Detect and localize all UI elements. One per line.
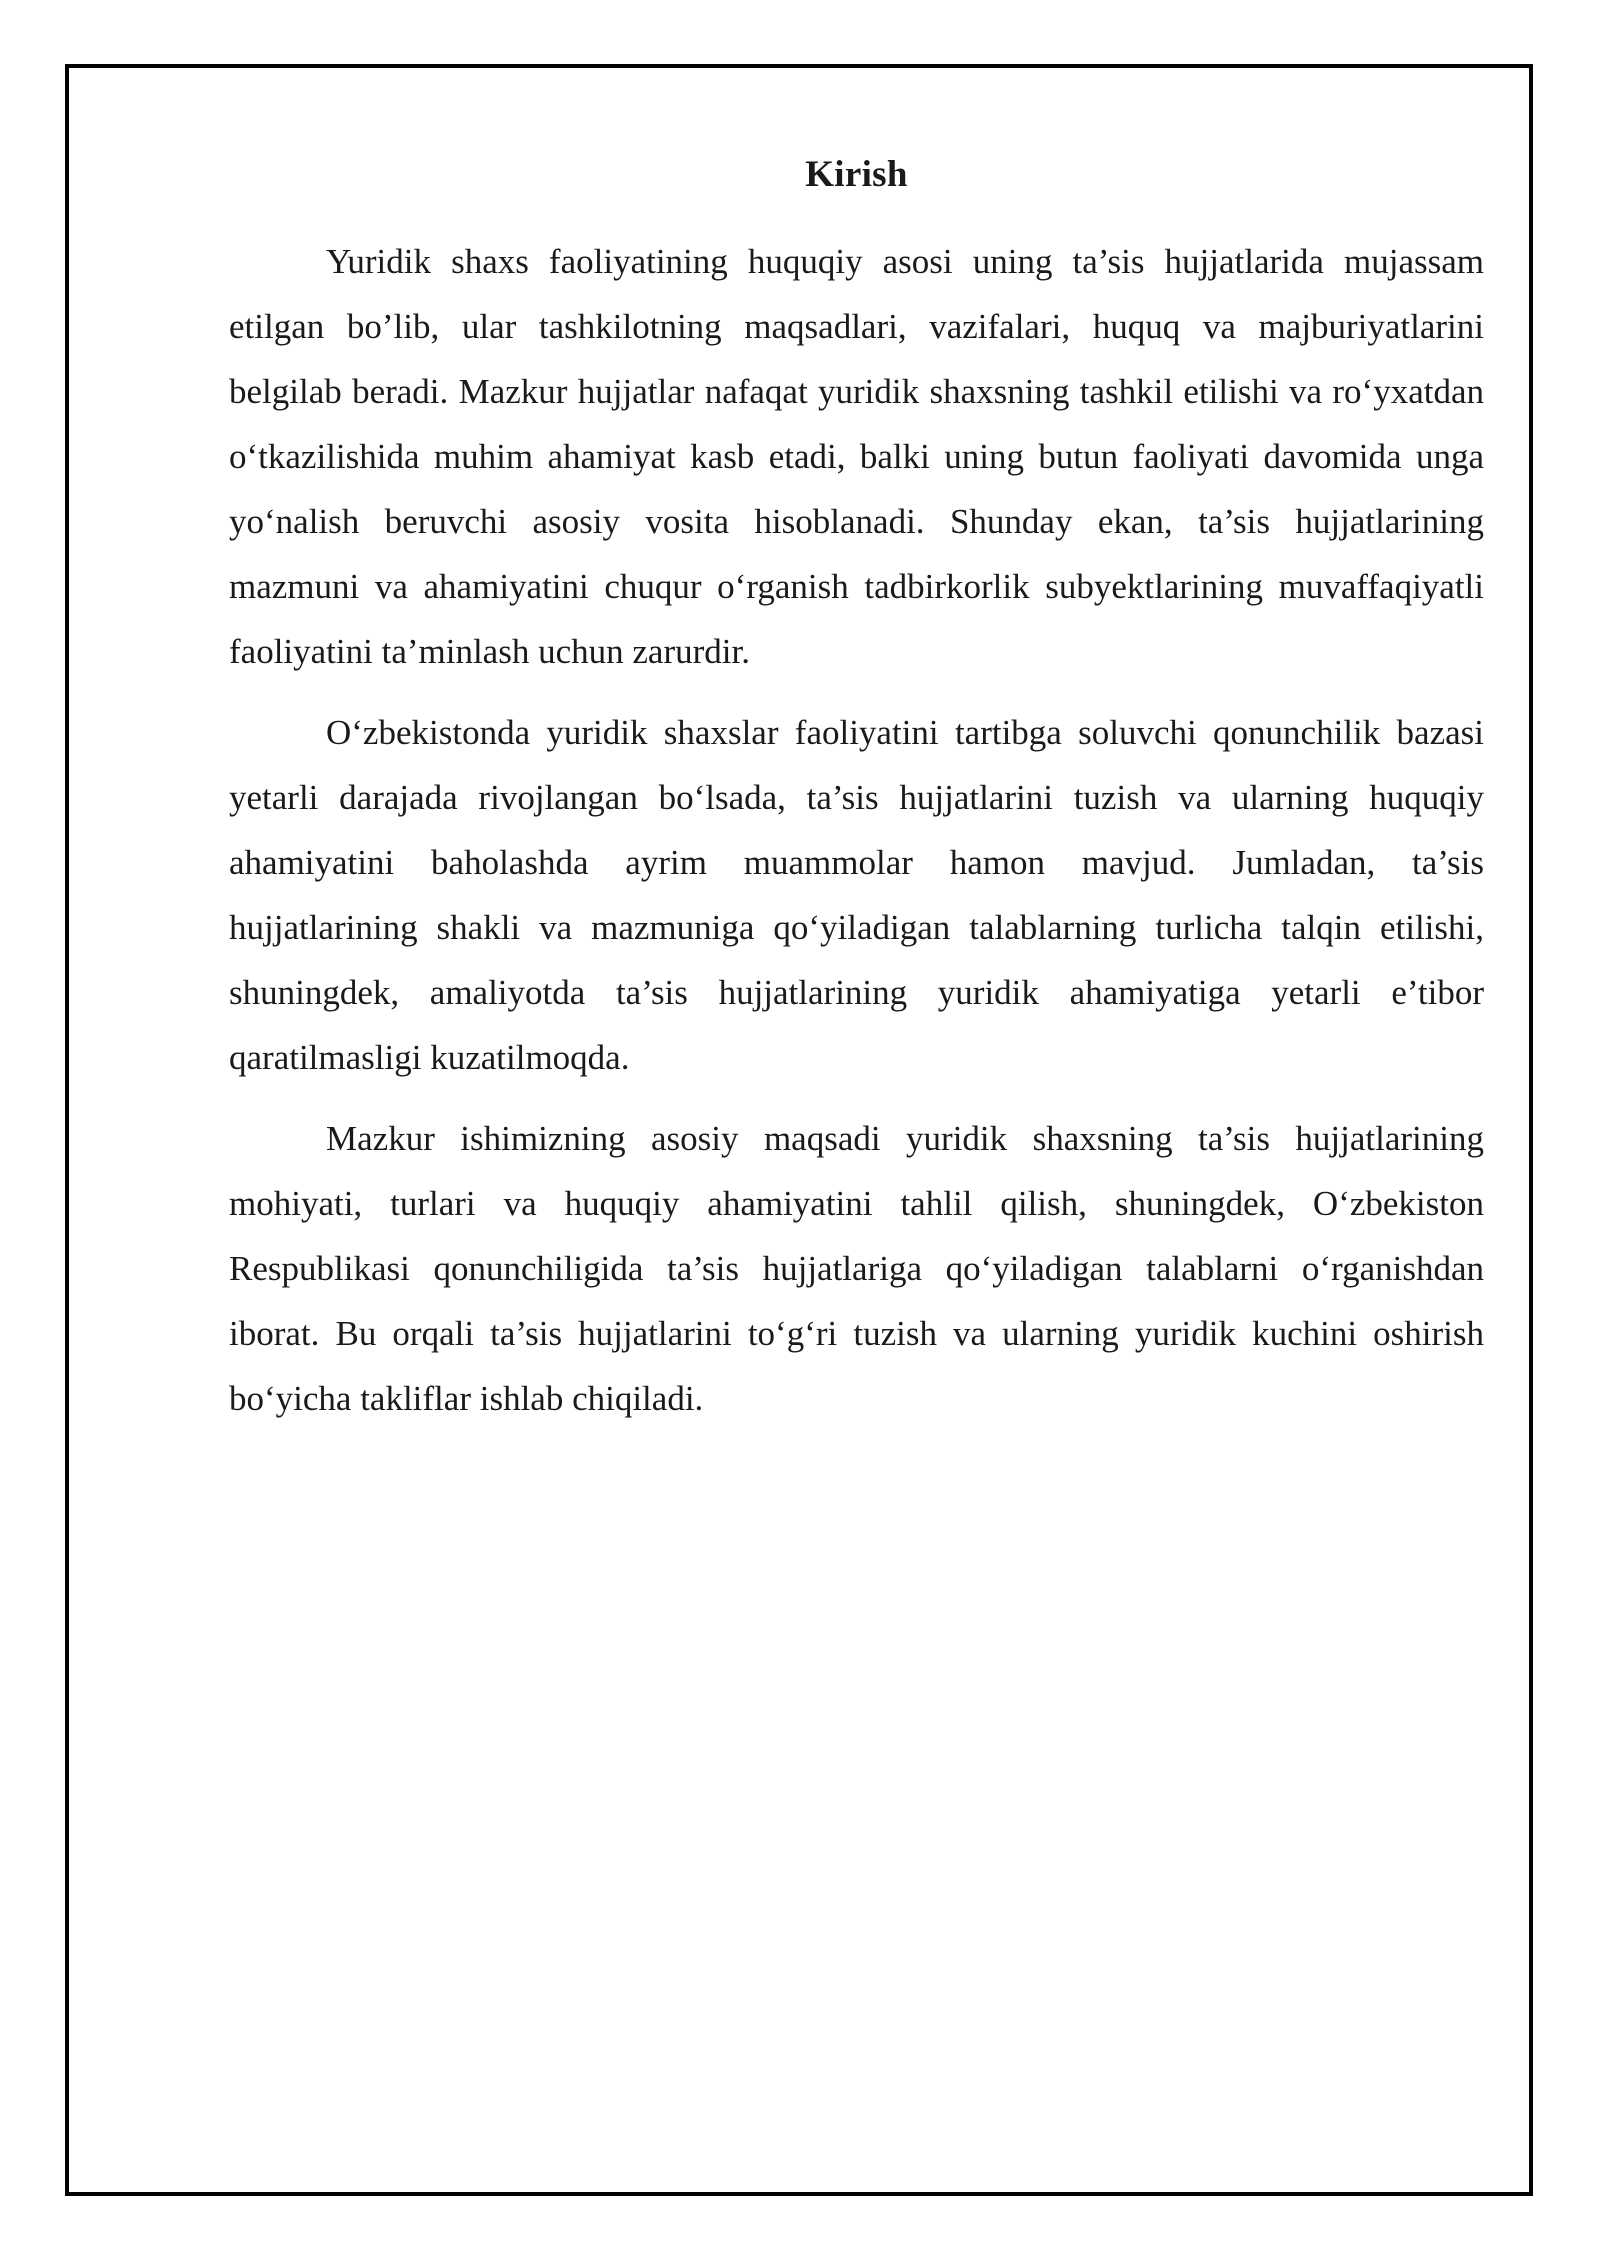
paragraph-3: Mazkur ishimizning asosiy maqsadi yuridik shaxsning ta’sis hujjatlarining mohiyati, turlari va huquqiy ahamiyatini tahlil qilish, shuningdek, O‘zbekiston Respublikasi qonunchiligida ta’sis hujjatlariga qo‘yiladigan talablarni o‘rganishdan iborat. Bu orqali ta’sis hujjatlarini to‘g‘ri tuzish va ularning yuridik kuchini oshirish bo‘yicha takliflar ishlab chiqiladi. xyxy=(229,1119,1484,1418)
document-body xyxy=(229,145,1484,1447)
paragraph-2: O‘zbekistonda yuridik shaxslar faoliyatini tartibga soluvchi qonunchilik bazasi yetarli darajada rivojlangan bo‘lsada, ta’sis hujjatlarini tuzish va ularning huquqiy ahamiyatini baholashda ayrim muammolar hamon mavjud. Jumladan, ta’sis hujjatlarining shakli va mazmuniga qo‘yiladigan talablarning turlicha talqin etilishi, shuningdek, amaliyotda ta’sis hujjatlarining yuridik ahamiyatiga yetarli e’tibor qaratilmasligi kuzatilmoqda. xyxy=(229,713,1484,1077)
paragraph-1: Yuridik shaxs faoliyatining huquqiy asosi uning ta’sis hujjatlarida mujassam etilgan bo’lib, ular tashkilotning maqsadlari, vazifalari, huquq va majburiyatlarini belgilab beradi. Mazkur hujjatlar nafaqat yuridik shaxsning tashkil etilishi va ro‘yxatdan o‘tkazilishida muhim ahamiyat kasb etadi, balki uning butun faoliyati davomida unga yo‘nalish beruvchi asosiy vosita hisoblanadi. Shunday ekan, ta’sis hujjatlarining mazmuni va ahamiyatini chuqur o‘rganish tadbirkorlik subyektlarining muvaffaqiyatli faoliyatini ta’minlash uchun zarurdir. xyxy=(229,242,1484,671)
document-title: Kirish xyxy=(805,154,908,195)
